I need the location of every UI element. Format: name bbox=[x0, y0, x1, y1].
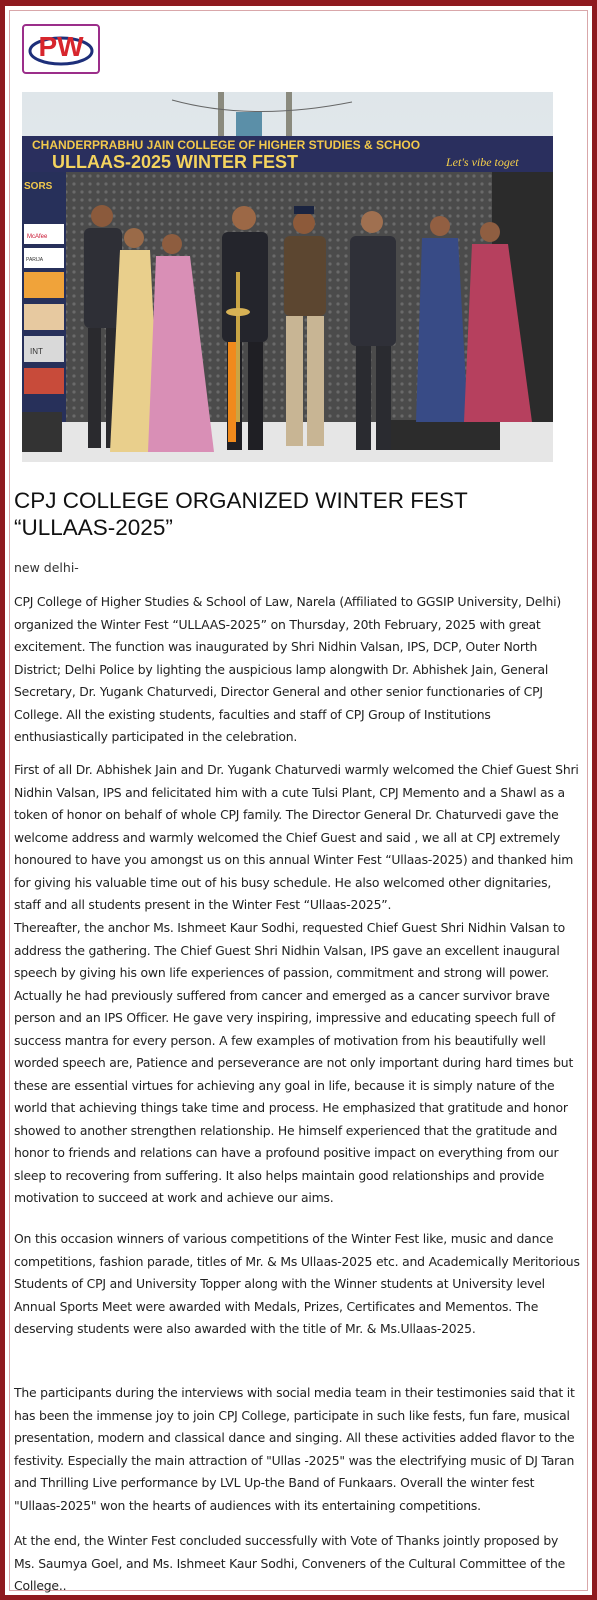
article-paragraph-2: First of all Dr. Abhishek Jain and Dr. Yugank Chaturvedi warmly welcomed the Chief Guest Shri Nidhin Valsan, IPS and felicitated him with a cute Tulsi Plant, CPJ Memento and a Shawl as a token of honor on behalf of whole CPJ family. The Director General Dr. Chaturvedi gave the welcome address and warmly welcomed the Chief Guest and said , we all at CPJ extremely honoured to have you amongst us on this annual Winter Fest “Ullaas-2025) and thanked him for giving his valuable time out of his busy schedule. He also welcomed other dignitaries, staff and all students present in the Winter Fest “Ullaas-2025”. bbox=[14, 762, 579, 912]
banner-tagline: Let's vibe toget bbox=[446, 155, 519, 169]
sponsor-parija: PARIJA bbox=[26, 257, 44, 263]
banner-fest-title: ULLAAS-2025 WINTER FEST bbox=[52, 152, 299, 172]
sponsor-panel-label: SORS bbox=[24, 181, 53, 192]
sponsor-int: INT bbox=[30, 347, 43, 356]
sponsor-mcafee: McAfee bbox=[27, 234, 48, 240]
article-paragraph-1: CPJ College of Higher Studies & School of Law, Narela (Affiliated to GGSIP University, Delhi) organized the Winter Fest “ULLAAS-2025” on Thursday, 20th February, 2025 with great excitement. The function was inaugurated by Shri Nidhin Valsan, IPS, DCP, Outer North District; Delhi Police by lighting the auspicious lamp alongwith Dr. Abhishek Jain, General Secretary, Dr. Yugank Chaturvedi, Director General and other senior functionaries of CPJ College. All the existing students, faculties and staff of CPJ Group of Institutions enthusiastically participated in the celebration. bbox=[14, 594, 561, 744]
pw-logo[interactable] bbox=[22, 24, 100, 74]
article-dateline: new delhi- bbox=[14, 560, 79, 575]
article-paragraph-3: Thereafter, the anchor Ms. Ishmeet Kaur Sodhi, requested Chief Guest Shri Nidhin Valsan to address the gathering. The Chief Guest Shri Nidhin Valsan, IPS gave an excellent inaugural speech by giving his own life experiences of passion, commitment and strong will power. Actually he had previously suffered from cancer and emerged as a cancer survivor brave person and an IPS Officer. He gave very inspiring, impressive and educating speech full of success mantra for every person. A few examples of motivation from his beautifully well worded speech are, Patience and perseverance are not only important during hard times but these are essential virtues for achieving any goal in life, because it is simply nature of the world that achieving things take time and process. He emphasized that gratitude and honor showed to another strengthen relationship. He himself experienced that the gratitude and honor to friends and relations can have a profound positive impact on everything from our sleep to recovering from suffering. It also helps maintain good relationships and provide motivation to succeed at work and achieve our aims. bbox=[14, 920, 574, 1205]
event-photo bbox=[22, 92, 553, 462]
article-paragraph-5: The participants during the interviews with social media team in their testimonies said that it has been the immense joy to join CPJ College, participate in such like fests, fun fare, musical presentation, modern and classical dance and singing. All these activities added flavor to the festivity. Especially the main attraction of "Ullas -2025" was the electrifying music of DJ Taran and Thrilling Live performance by LVL Up-the Band of Funkaars. Overall the winter fest "Ullaas-2025" won the hearts of audiences with its entertaining competitions. bbox=[14, 1385, 575, 1513]
banner-college-name: CHANDERPRABHU JAIN COLLEGE OF HIGHER STUDIES & SCHOO bbox=[32, 138, 421, 152]
pw-logo-mark bbox=[24, 26, 98, 72]
article-paragraph-6: At the end, the Winter Fest concluded successfully with Vote of Thanks jointly proposed by Ms. Saumya Goel, and Ms. Ishmeet Kaur Sodhi, Conveners of the Cultural Committee of the College.. bbox=[14, 1533, 566, 1593]
article-headline: CPJ COLLEGE ORGANIZED WINTER FEST “ULLAAS-2025” bbox=[14, 488, 468, 540]
logo-text: PW bbox=[38, 31, 84, 62]
article-paragraph-4: On this occasion winners of various competitions of the Winter Fest like, music and dance competitions, fashion parade, titles of Mr. & Ms Ullaas-2025 etc. and Academically Meritorious Students of CPJ and University Topper along with the Winner students at University level Annual Sports Meet were awarded with Medals, Prizes, Certificates and Mementos. The deserving students were also awarded with the title of Mr. & Ms.Ullaas-2025. bbox=[14, 1231, 580, 1336]
